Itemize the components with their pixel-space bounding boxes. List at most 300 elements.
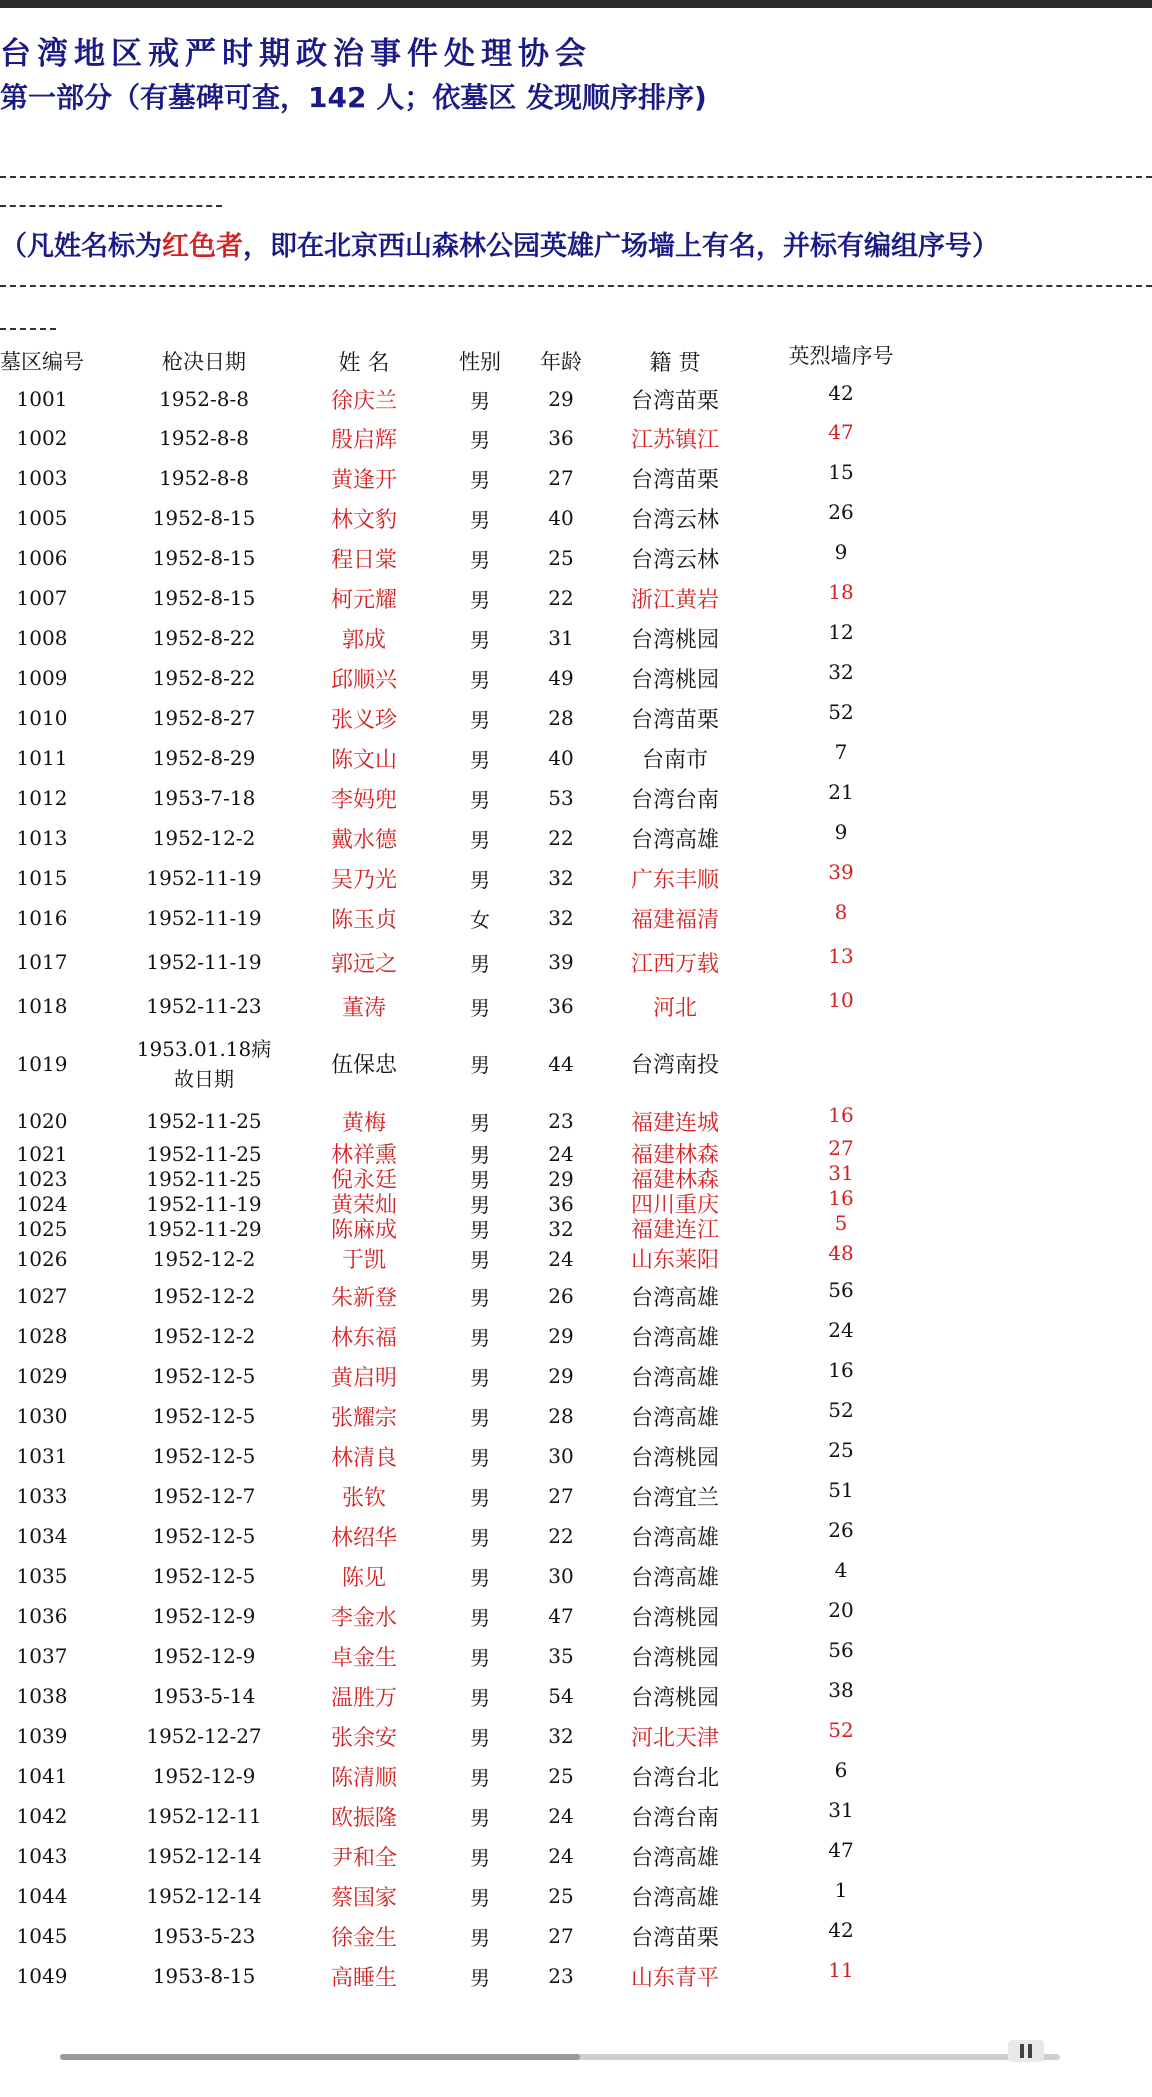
cell-person-name: 黄荣灿 <box>330 1193 397 1218</box>
cell-sex: 男 <box>470 667 490 692</box>
cell-grave-no: 1035 <box>16 1564 68 1588</box>
table-row <box>0 418 1152 458</box>
cell-grave-no: 1030 <box>16 1404 68 1428</box>
cell-origin: 台湾台南 <box>630 787 719 813</box>
table-row <box>0 898 1152 938</box>
cell-execution-date: 1952-12-2 <box>152 1284 256 1308</box>
cell-sex: 男 <box>470 1805 490 1830</box>
note-prefix: （凡姓名标为 <box>0 231 162 262</box>
cell-sex: 女 <box>470 907 490 932</box>
cell-origin: 浙江黄岩 <box>630 587 719 613</box>
cell-origin: 福建林森 <box>630 1143 719 1168</box>
cell-wall-seq: 47 <box>828 420 854 444</box>
header-origin: 籍 贯 <box>649 350 701 376</box>
table-row <box>0 1916 1152 1956</box>
cell-grave-no: 1012 <box>16 786 68 810</box>
cell-execution-date: 1952-8-22 <box>152 626 256 650</box>
pause-icon[interactable] <box>1008 2040 1044 2062</box>
cell-grave-no: 1015 <box>16 866 68 890</box>
cell-age: 29 <box>548 387 574 411</box>
cell-person-name: 欧振隆 <box>330 1805 397 1831</box>
table-row <box>0 1241 1152 1276</box>
table-row <box>0 1101 1152 1141</box>
cell-origin: 台湾高雄 <box>630 1885 719 1911</box>
cell-execution-date: 1953-8-15 <box>152 1964 256 1988</box>
cell-execution-date: 1952-12-9 <box>152 1764 256 1788</box>
cell-sex: 男 <box>470 1925 490 1950</box>
cell-sex: 男 <box>470 1053 490 1077</box>
table-row <box>0 858 1152 898</box>
horizontal-scrollbar[interactable] <box>60 2054 1060 2060</box>
cell-grave-no: 1028 <box>16 1324 68 1348</box>
cell-execution-date: 1952-12-7 <box>152 1484 256 1508</box>
cell-grave-no: 1031 <box>16 1444 68 1468</box>
cell-person-name: 于凯 <box>341 1248 386 1273</box>
cell-person-name: 李妈兜 <box>330 787 397 813</box>
cell-execution-date: 1952-8-15 <box>152 546 256 570</box>
cell-person-name: 林东福 <box>330 1325 397 1351</box>
table-row <box>0 1876 1152 1916</box>
header-wall-seq: 英烈墙序号 <box>788 344 894 368</box>
cell-grave-no: 1043 <box>16 1844 68 1868</box>
cell-age: 24 <box>548 1246 574 1271</box>
cell-grave-no: 1002 <box>16 426 68 450</box>
cell-origin: 台湾桃园 <box>630 1685 719 1711</box>
cell-execution-date: 1952-12-9 <box>152 1604 256 1628</box>
cell-sex: 男 <box>470 867 490 892</box>
cell-execution-date: 1952-11-19 <box>146 950 262 974</box>
cell-origin: 台湾高雄 <box>630 1405 719 1431</box>
cell-grave-no: 1018 <box>16 994 68 1018</box>
top-bar <box>0 0 1152 8</box>
cell-wall-seq: 39 <box>828 860 854 884</box>
cell-wall-seq: 27 <box>828 1135 854 1160</box>
cell-age: 31 <box>548 626 574 650</box>
cell-sex: 男 <box>470 747 490 772</box>
table-row <box>0 1796 1152 1836</box>
cell-origin: 河北 <box>652 995 697 1021</box>
cell-sex: 男 <box>470 1565 490 1590</box>
cell-age: 30 <box>548 1564 574 1588</box>
cell-origin: 福建连江 <box>630 1218 719 1243</box>
cell-origin: 台湾苗栗 <box>630 388 719 414</box>
cell-wall-seq: 42 <box>828 1918 854 1942</box>
cell-grave-no: 1006 <box>16 546 68 570</box>
cell-execution-date: 1952-11-19 <box>146 906 262 930</box>
dashed-divider <box>0 176 1152 178</box>
cell-age: 32 <box>548 1216 574 1241</box>
cell-age: 49 <box>548 666 574 690</box>
cell-person-name: 徐庆兰 <box>330 388 397 414</box>
cell-execution-date: 1952-12-2 <box>152 1246 256 1271</box>
cell-sex: 男 <box>470 587 490 612</box>
cell-age: 54 <box>548 1684 574 1708</box>
table-row <box>0 1676 1152 1716</box>
cell-age: 32 <box>548 1724 574 1748</box>
cell-sex: 男 <box>470 507 490 532</box>
cell-wall-seq: 32 <box>828 660 854 684</box>
cell-wall-seq: 48 <box>828 1240 854 1265</box>
cell-execution-date: 1952-8-15 <box>152 506 256 530</box>
cell-age: 23 <box>548 1109 574 1133</box>
cell-execution-date: 1952-8-8 <box>159 426 249 450</box>
cell-origin: 台南市 <box>641 747 708 773</box>
cell-person-name: 黄梅 <box>341 1110 386 1136</box>
table-row <box>0 1636 1152 1676</box>
cell-sex: 男 <box>470 1485 490 1510</box>
cell-grave-no: 1008 <box>16 626 68 650</box>
cell-person-name: 陈玉贞 <box>330 907 397 933</box>
cell-sex: 男 <box>470 1365 490 1390</box>
cell-wall-seq: 15 <box>828 460 854 484</box>
table-row <box>0 1516 1152 1556</box>
cell-age: 27 <box>548 1484 574 1508</box>
cell-person-name: 尹和全 <box>330 1845 397 1871</box>
cell-wall-seq: 51 <box>828 1478 854 1502</box>
cell-age: 28 <box>548 1404 574 1428</box>
cell-sex: 男 <box>470 1218 490 1242</box>
cell-wall-seq: 42 <box>828 381 854 405</box>
header-sex: 性别 <box>459 350 501 374</box>
cell-execution-date: 1952-12-14 <box>146 1884 262 1908</box>
cell-origin: 台湾桃园 <box>630 1645 719 1671</box>
cell-age: 23 <box>548 1964 574 1988</box>
cell-person-name: 邱顺兴 <box>330 667 397 693</box>
cell-sex: 男 <box>470 1645 490 1670</box>
cell-age: 25 <box>548 1884 574 1908</box>
cell-execution-date: 1952-12-11 <box>146 1804 262 1828</box>
cell-execution-date: 1952-12-5 <box>152 1524 256 1548</box>
cell-grave-no: 1009 <box>16 666 68 690</box>
cell-age: 35 <box>548 1644 574 1668</box>
cell-grave-no: 1023 <box>16 1166 68 1191</box>
header-grave-no: 墓区编号 <box>0 350 84 374</box>
cell-sex: 男 <box>470 547 490 572</box>
cell-origin: 台湾高雄 <box>630 827 719 853</box>
cell-wall-seq: 56 <box>828 1278 854 1302</box>
cell-grave-no: 1003 <box>16 466 68 490</box>
cell-grave-no: 1011 <box>16 746 68 770</box>
cell-grave-no: 1038 <box>16 1684 68 1708</box>
cell-age: 27 <box>548 1924 574 1948</box>
cell-grave-no: 1021 <box>16 1141 68 1166</box>
table-row <box>0 1160 1152 1193</box>
cell-person-name: 陈文山 <box>330 747 397 773</box>
cell-grave-no: 1007 <box>16 586 68 610</box>
cell-age: 47 <box>548 1604 574 1628</box>
cell-sex: 男 <box>470 1248 490 1272</box>
cell-sex: 男 <box>470 1765 490 1790</box>
table-row <box>0 1476 1152 1516</box>
table-row <box>0 1316 1152 1356</box>
cell-person-name: 吴乃光 <box>330 867 397 893</box>
table-row <box>0 698 1152 738</box>
cell-origin: 台湾高雄 <box>630 1365 719 1391</box>
cell-execution-date: 1952-12-9 <box>152 1644 256 1668</box>
cell-person-name: 林文豹 <box>330 507 397 533</box>
cell-origin: 台湾台南 <box>630 1805 719 1831</box>
cell-grave-no: 1027 <box>16 1284 68 1308</box>
cell-age: 29 <box>548 1166 574 1191</box>
cell-origin: 山东青平 <box>630 1965 719 1991</box>
cell-wall-seq: 31 <box>828 1160 854 1185</box>
cell-wall-seq: 26 <box>828 1518 854 1542</box>
cell-wall-seq: 25 <box>828 1438 854 1462</box>
cell-execution-date: 1952-11-25 <box>146 1109 262 1133</box>
table-row <box>0 1756 1152 1796</box>
cell-wall-seq: 26 <box>828 500 854 524</box>
cell-age: 30 <box>548 1444 574 1468</box>
cell-age: 24 <box>548 1844 574 1868</box>
table-row <box>0 818 1152 858</box>
cell-sex: 男 <box>470 1885 490 1910</box>
cell-sex: 男 <box>470 951 490 976</box>
cell-grave-no: 1026 <box>16 1246 68 1271</box>
cell-person-name: 张义珍 <box>330 707 397 733</box>
table-row <box>0 1185 1152 1218</box>
cell-wall-seq: 7 <box>834 740 848 764</box>
cell-grave-no: 1049 <box>16 1964 68 1988</box>
cell-grave-no: 1001 <box>16 387 68 411</box>
cell-wall-seq: 4 <box>834 1558 848 1582</box>
cell-person-name: 伍保忠 <box>330 1053 397 1078</box>
cell-age: 32 <box>548 906 574 930</box>
table-row <box>0 778 1152 818</box>
cell-grave-no: 1034 <box>16 1524 68 1548</box>
cell-person-name: 殷启辉 <box>330 427 397 453</box>
cell-execution-date: 1952-11-23 <box>146 994 262 1018</box>
cell-sex: 男 <box>470 1525 490 1550</box>
table-row <box>0 1026 1152 1101</box>
cell-wall-seq: 24 <box>828 1318 854 1342</box>
cell-execution-date: 1952-12-2 <box>152 826 256 850</box>
cell-execution-date: 1952-8-29 <box>152 746 256 770</box>
cell-origin: 四川重庆 <box>630 1193 719 1218</box>
cell-wall-seq: 11 <box>828 1958 854 1982</box>
cell-sex: 男 <box>470 1405 490 1430</box>
cell-grave-no: 1036 <box>16 1604 68 1628</box>
cell-execution-date: 1952-11-25 <box>146 1141 262 1166</box>
table-row <box>0 1356 1152 1396</box>
table-row <box>0 658 1152 698</box>
cell-execution-date: 1952-12-27 <box>146 1724 262 1748</box>
cell-person-name: 戴水德 <box>330 827 397 853</box>
cell-person-name: 倪永廷 <box>330 1168 397 1193</box>
table-row <box>0 618 1152 658</box>
cell-wall-seq: 9 <box>834 540 848 564</box>
cell-age: 24 <box>548 1804 574 1828</box>
table-row <box>0 1135 1152 1168</box>
record-table <box>0 342 1152 1996</box>
cell-origin: 台湾苗栗 <box>630 1925 719 1951</box>
cell-person-name: 张钦 <box>341 1485 386 1511</box>
table-row <box>0 738 1152 778</box>
cell-sex: 男 <box>470 707 490 732</box>
cell-grave-no: 1042 <box>16 1804 68 1828</box>
cell-age: 26 <box>548 1284 574 1308</box>
cell-origin: 台湾桃园 <box>630 667 719 693</box>
cell-person-name: 高睡生 <box>330 1965 397 1991</box>
cell-wall-seq: 9 <box>834 820 848 844</box>
cell-person-name: 朱新登 <box>330 1285 397 1311</box>
cell-sex: 男 <box>470 1605 490 1630</box>
cell-grave-no: 1010 <box>16 706 68 730</box>
cell-grave-no: 1017 <box>16 950 68 974</box>
cell-origin: 江苏镇江 <box>630 427 719 453</box>
table-row <box>0 1956 1152 1996</box>
cell-person-name: 林绍华 <box>330 1525 397 1551</box>
cell-grave-no: 1016 <box>16 906 68 930</box>
cell-sex: 男 <box>470 427 490 452</box>
cell-origin: 台湾南投 <box>630 1053 719 1078</box>
note-red-text: 红色者 <box>162 231 243 262</box>
cell-grave-no: 1039 <box>16 1724 68 1748</box>
cell-person-name: 程日棠 <box>330 547 397 573</box>
scrollbar-thumb[interactable] <box>60 2054 580 2060</box>
cell-wall-seq: 18 <box>828 580 854 604</box>
cell-grave-no: 1005 <box>16 506 68 530</box>
cell-execution-date: 1952-12-14 <box>146 1844 262 1868</box>
cell-age: 25 <box>548 1764 574 1788</box>
table-row <box>0 1716 1152 1756</box>
cell-wall-seq: 5 <box>834 1210 848 1235</box>
cell-wall-seq <box>770 1020 912 1095</box>
cell-execution-date: 1952-12-2 <box>152 1324 256 1348</box>
table-header <box>0 342 1152 380</box>
document-title: 台湾地区戒严时期政治事件处理协会 <box>0 36 592 72</box>
cell-person-name: 张余安 <box>330 1725 397 1751</box>
cell-execution-date: 1952-12-5 <box>152 1564 256 1588</box>
cell-person-name: 董涛 <box>341 995 386 1021</box>
cell-execution-date: 1952-12-5 <box>152 1404 256 1428</box>
cell-grave-no: 1020 <box>16 1109 68 1133</box>
cell-origin: 福建福清 <box>630 907 719 933</box>
cell-execution-date: 1952-11-25 <box>146 1166 262 1191</box>
cell-sex: 男 <box>470 995 490 1020</box>
cell-age: 36 <box>548 994 574 1018</box>
table-row <box>0 458 1152 498</box>
cell-age: 22 <box>548 586 574 610</box>
cell-grave-no: 1019 <box>16 1051 68 1076</box>
cell-wall-seq: 8 <box>834 900 848 924</box>
cell-grave-no: 1037 <box>16 1644 68 1668</box>
cell-wall-seq: 1 <box>834 1878 848 1902</box>
dashed-divider-short-2 <box>0 328 56 330</box>
cell-wall-seq: 6 <box>834 1758 848 1782</box>
cell-origin: 江西万载 <box>630 951 719 977</box>
cell-age: 44 <box>548 1051 574 1076</box>
cell-origin: 台湾宜兰 <box>630 1485 719 1511</box>
cell-execution-date: 1952-11-19 <box>146 1191 262 1216</box>
cell-origin: 福建连城 <box>630 1110 719 1136</box>
cell-person-name: 张耀宗 <box>330 1405 397 1431</box>
cell-person-name: 陈清顺 <box>330 1765 397 1791</box>
cell-sex: 男 <box>470 1845 490 1870</box>
cell-wall-seq: 52 <box>828 1398 854 1422</box>
cell-wall-seq: 47 <box>828 1838 854 1862</box>
table-row <box>0 1276 1152 1316</box>
table-row <box>0 578 1152 618</box>
cell-origin: 台湾高雄 <box>630 1565 719 1591</box>
cell-person-name: 黄逢开 <box>330 467 397 493</box>
cell-execution-date: 1952-8-8 <box>159 466 249 490</box>
table-row <box>0 986 1152 1026</box>
table-row <box>0 1396 1152 1436</box>
cell-grave-no: 1025 <box>16 1216 68 1241</box>
cell-age: 39 <box>548 950 574 974</box>
cell-grave-no: 1033 <box>16 1484 68 1508</box>
cell-grave-no: 1024 <box>16 1191 68 1216</box>
cell-sex: 男 <box>470 1110 490 1135</box>
table-row <box>0 1556 1152 1596</box>
header-name: 姓 名 <box>338 350 390 376</box>
cell-execution-date: 1953-7-18 <box>152 786 256 810</box>
cell-wall-seq: 56 <box>828 1638 854 1662</box>
cell-sex: 男 <box>470 627 490 652</box>
cell-age: 53 <box>548 786 574 810</box>
cell-origin: 台湾云林 <box>630 547 719 573</box>
cell-person-name: 林清良 <box>330 1445 397 1471</box>
cell-origin: 台湾桃园 <box>630 627 719 653</box>
cell-age: 40 <box>548 506 574 530</box>
cell-execution-date: 1952-8-27 <box>152 706 256 730</box>
cell-age: 29 <box>548 1324 574 1348</box>
table-row <box>0 380 1152 418</box>
cell-wall-seq: 52 <box>828 1718 854 1742</box>
cell-person-name: 温胜万 <box>330 1685 397 1711</box>
cell-person-name: 陈见 <box>341 1565 386 1591</box>
dashed-divider-2 <box>0 285 1152 287</box>
cell-execution-date: 1952-8-15 <box>152 586 256 610</box>
cell-wall-seq: 16 <box>828 1185 854 1210</box>
cell-wall-seq: 16 <box>828 1358 854 1382</box>
cell-age: 36 <box>548 1191 574 1216</box>
dashed-divider-short <box>0 205 222 207</box>
cell-wall-seq: 12 <box>828 620 854 644</box>
table-row <box>0 1210 1152 1243</box>
cell-grave-no: 1045 <box>16 1924 68 1948</box>
cell-execution-date: 1953-5-14 <box>152 1684 256 1708</box>
table-row <box>0 1596 1152 1636</box>
legend-note <box>0 224 999 263</box>
cell-sex: 男 <box>470 467 490 492</box>
cell-origin: 福建林森 <box>630 1168 719 1193</box>
note-suffix: ，即在北京西山森林公园英雄广场墙上有名，并标有编组序号） <box>243 231 999 262</box>
cell-wall-seq: 52 <box>828 700 854 724</box>
cell-sex: 男 <box>470 827 490 852</box>
cell-origin: 河北天津 <box>630 1725 719 1751</box>
cell-sex: 男 <box>470 1725 490 1750</box>
cell-person-name: 郭成 <box>341 627 386 653</box>
cell-wall-seq: 16 <box>828 1103 854 1127</box>
cell-wall-seq: 10 <box>828 988 854 1012</box>
cell-grave-no: 1029 <box>16 1364 68 1388</box>
table-row <box>0 498 1152 538</box>
header-date: 枪决日期 <box>162 350 246 374</box>
cell-execution-date: 1952-12-5 <box>152 1364 256 1388</box>
cell-person-name: 徐金生 <box>330 1925 397 1951</box>
cell-wall-seq: 31 <box>828 1798 854 1822</box>
cell-origin: 台湾苗栗 <box>630 467 719 493</box>
table-row <box>0 938 1152 986</box>
cell-origin: 台湾高雄 <box>630 1845 719 1871</box>
cell-origin: 台湾桃园 <box>630 1445 719 1471</box>
cell-age: 32 <box>548 866 574 890</box>
cell-person-name: 蔡国家 <box>330 1885 397 1911</box>
cell-age: 22 <box>548 826 574 850</box>
cell-person-name: 李金水 <box>330 1605 397 1631</box>
document-subtitle: 第一部分（有墓碑可查，142 人；依墓区 发现顺序排序) <box>0 81 707 114</box>
